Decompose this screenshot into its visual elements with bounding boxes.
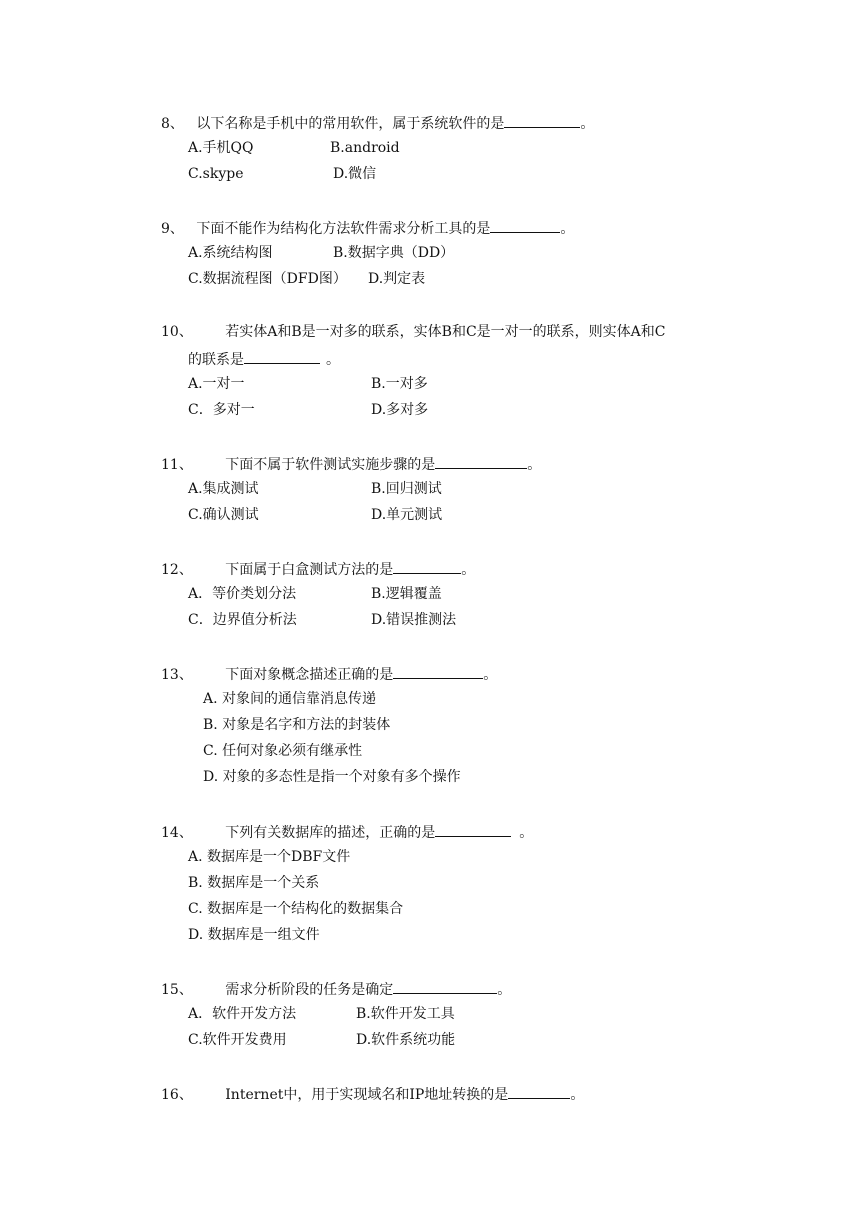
answer-blank[interactable]	[490, 218, 560, 233]
answer-blank[interactable]	[508, 1084, 570, 1099]
question-12	[161, 559, 475, 577]
option-c: C.软件开发费用	[188, 1032, 287, 1048]
option-a: A.手机QQ	[188, 140, 254, 156]
option-b: B. 数据库是一个关系	[188, 875, 320, 891]
question-end: 。	[461, 562, 476, 578]
question-number: 8、	[161, 116, 184, 132]
question-text: 下面不属于软件测试实施步骤的是	[225, 457, 436, 473]
question-16	[161, 1084, 584, 1102]
answer-blank[interactable]	[435, 822, 511, 837]
option-d: D. 数据库是一组文件	[188, 927, 320, 943]
option-b: B.逻辑覆盖	[371, 586, 442, 602]
question-number: 15、	[161, 982, 193, 998]
option-c: C．多对一	[188, 402, 255, 418]
question-text: Internet中，用于实现域名和IP地址转换的是	[225, 1087, 509, 1103]
option-d: D.多对多	[371, 402, 429, 418]
answer-blank[interactable]	[504, 113, 580, 128]
question-text: 下列有关数据库的描述，正确的是	[225, 825, 436, 841]
option-d: D.判定表	[368, 271, 426, 287]
option-b: B.软件开发工具	[356, 1006, 455, 1022]
option-a: A.集成测试	[188, 481, 259, 497]
option-a: A.一对一	[188, 376, 245, 392]
option-b: B.回归测试	[371, 481, 442, 497]
question-8	[161, 113, 594, 131]
answer-blank[interactable]	[435, 454, 527, 469]
option-a: A．等价类划分法	[188, 586, 297, 602]
question-end: 。	[326, 352, 340, 368]
option-a: A.系统结构图	[188, 245, 273, 261]
question-end: 。	[483, 667, 498, 683]
answer-blank[interactable]	[393, 979, 497, 994]
option-d: D.微信	[333, 166, 377, 182]
question-number: 13、	[161, 667, 193, 683]
question-number: 12、	[161, 562, 193, 578]
option-c: C.数据流程图（DFD图）	[188, 271, 347, 287]
option-d: D.软件系统功能	[356, 1032, 456, 1048]
question-text-continued: 的联系是	[188, 352, 244, 368]
option-c: C.skype	[188, 166, 244, 182]
question-end: 。	[527, 457, 542, 473]
answer-blank[interactable]	[393, 664, 483, 679]
question-text: 以下名称是手机中的常用软件，属于系统软件的是	[196, 116, 505, 132]
option-c: C. 任何对象必须有继承性	[203, 743, 363, 759]
question-end: 。	[560, 221, 575, 237]
question-number: 9、	[161, 221, 184, 237]
question-number: 14、	[161, 825, 193, 841]
question-11	[161, 454, 541, 472]
question-text: 下面不能作为结构化方法软件需求分析工具的是	[196, 221, 491, 237]
question-text: 需求分析阶段的任务是确定	[225, 982, 394, 998]
answer-blank[interactable]	[393, 559, 461, 574]
option-d: D.错误推测法	[371, 612, 457, 628]
question-13	[161, 664, 497, 682]
question-end: 。	[570, 1087, 585, 1103]
question-15	[161, 979, 511, 997]
question-end: 。	[519, 825, 534, 841]
question-14	[161, 822, 533, 840]
question-end: 。	[580, 116, 595, 132]
question-text: 下面对象概念描述正确的是	[225, 667, 394, 683]
question-text: 若实体A和B是一对多的联系，实体B和C是一对一的联系，则实体A和C	[225, 324, 666, 340]
question-10	[161, 323, 666, 341]
question-10-line-2	[188, 349, 340, 367]
option-b: B. 对象是名字和方法的封装体	[203, 717, 391, 733]
question-number: 11、	[161, 457, 193, 473]
option-d: D. 对象的多态性是指一个对象有多个操作	[203, 769, 461, 785]
option-c: C.确认测试	[188, 507, 259, 523]
option-d: D.单元测试	[371, 507, 443, 523]
option-a: A．软件开发方法	[188, 1006, 297, 1022]
question-end: 。	[497, 982, 512, 998]
question-text: 下面属于白盒测试方法的是	[225, 562, 394, 578]
option-c: C．边界值分析法	[188, 612, 297, 628]
question-9	[161, 218, 574, 236]
option-a: A. 对象间的通信靠消息传递	[203, 691, 377, 707]
option-b: B.android	[330, 140, 400, 156]
question-number: 10、	[161, 324, 193, 340]
option-c: C. 数据库是一个结构化的数据集合	[188, 901, 404, 917]
answer-blank[interactable]	[244, 349, 320, 364]
option-b: B.数据字典（DD）	[333, 245, 455, 261]
option-a: A. 数据库是一个DBF文件	[188, 849, 351, 865]
question-number: 16、	[161, 1087, 193, 1103]
option-b: B.一对多	[371, 376, 428, 392]
